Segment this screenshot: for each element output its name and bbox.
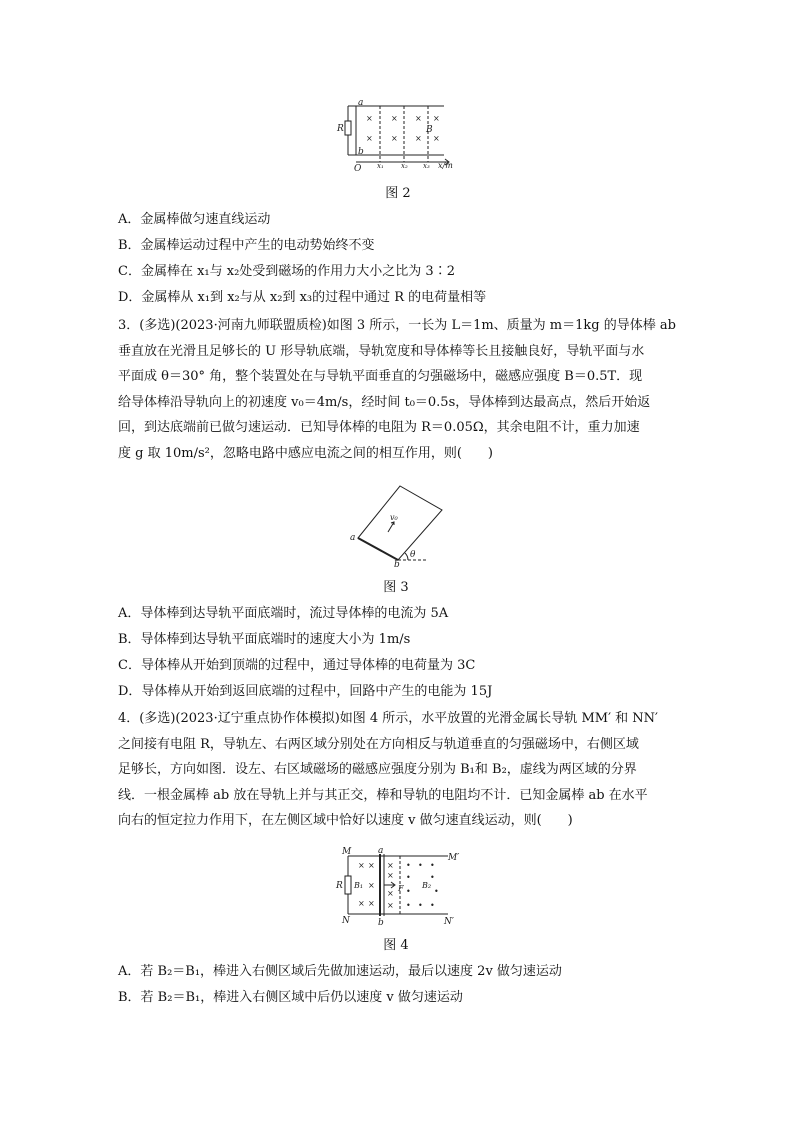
q4-option-a: A．若 B₂＝B₁，棒进入右侧区域后先做加速运动，最后以速度 2v 做匀速运动 bbox=[118, 964, 562, 979]
field-dot: • bbox=[406, 887, 411, 896]
q3-option-d: D．导体棒从开始到返回底端的过程中，回路中产生的电能为 15J bbox=[118, 684, 493, 699]
q4-stem-line: 线．一根金属棒 ab 放在导轨上并与其正交，棒和导轨的电阻均不计．已知金属棒 ab 在水平 bbox=[118, 787, 648, 803]
figure-3-caption: 图 3 bbox=[383, 580, 409, 595]
q4-stem-line: 向右的恒定拉力作用下，在左侧区域中恰好以速度 v 做匀速直线运动，则( ) bbox=[118, 813, 573, 829]
label-M-prime: M′ bbox=[448, 853, 460, 863]
figure-3 bbox=[346, 480, 452, 568]
velocity-arrow bbox=[388, 522, 394, 532]
field-cross: × bbox=[387, 889, 394, 898]
field-dot: • bbox=[430, 861, 435, 870]
figure-4-caption: 图 4 bbox=[383, 938, 409, 953]
field-cross: × bbox=[433, 134, 440, 143]
q4-stem-line: 之间接有电阻 R，导轨左、右两区域分别处在方向相反与轨道垂直的匀强磁场中，右侧区域 bbox=[118, 736, 639, 752]
rod-ab bbox=[358, 538, 398, 560]
figure-4 bbox=[334, 846, 460, 928]
label-F: F bbox=[398, 884, 404, 893]
q3-stem-line: 垂直放在光滑且足够长的 U 形导轨底端，导轨宽度和导体棒等长且接触良好，导轨平面与水 bbox=[118, 343, 645, 359]
field-cross: × bbox=[368, 899, 375, 908]
q3-stem-line: 3．(多选)(2023·河南九师联盟质检)如图 3 所示，一长为 L＝1m、质量为 m＝1kg 的导体棒 ab bbox=[118, 318, 676, 333]
label-R: R bbox=[337, 124, 344, 134]
figure-2 bbox=[334, 96, 464, 174]
q2-option-b: B．金属棒运动过程中产生的电动势始终不变 bbox=[118, 238, 375, 253]
label-x1: x₁ bbox=[377, 162, 384, 170]
field-cross: × bbox=[358, 899, 365, 908]
field-dot: • bbox=[406, 861, 411, 870]
label-b: b bbox=[378, 918, 384, 928]
field-cross: × bbox=[387, 861, 394, 870]
q3-stem-line: 度 g 取 10m/s²，忽略电路中感应电流之间的相互作用，则( ) bbox=[118, 445, 493, 461]
q4-option-b: B．若 B₂＝B₁，棒进入右侧区域中后仍以速度 v 做匀速运动 bbox=[118, 990, 463, 1005]
field-dot: • bbox=[430, 901, 435, 910]
label-B1: B₁ bbox=[354, 881, 364, 890]
field-cross: × bbox=[387, 901, 394, 910]
label-a: a bbox=[350, 533, 356, 543]
q3-stem bbox=[118, 313, 678, 467]
field-cross: × bbox=[366, 134, 373, 143]
label-v0: v₀ bbox=[390, 513, 398, 522]
resistor-R bbox=[345, 121, 351, 135]
label-x3: x₃ bbox=[423, 162, 430, 170]
field-cross: × bbox=[366, 114, 373, 123]
q4-stem-line: 4．(多选)(2023·辽宁重点协作体模拟)如图 4 所示，水平放置的光滑金属长导轨 MM′ 和 NN′ bbox=[118, 711, 658, 726]
field-dot: • bbox=[406, 873, 411, 882]
field-dot: • bbox=[430, 873, 435, 882]
label-M: M bbox=[342, 847, 352, 857]
label-B: B bbox=[426, 125, 433, 135]
figure-2-caption: 图 2 bbox=[385, 186, 411, 201]
q4-stem bbox=[118, 706, 678, 834]
label-N-prime: N′ bbox=[444, 917, 454, 927]
label-a: a bbox=[358, 98, 364, 108]
field-dot: • bbox=[434, 887, 439, 896]
q3-stem-line: 给导体棒沿导轨向上的初速度 v₀＝4m/s，经时间 t₀＝0.5s，导体棒到达最高点，然后开始返 bbox=[118, 394, 651, 410]
angle-arc bbox=[405, 553, 408, 560]
field-dot: • bbox=[418, 861, 423, 870]
label-x-unit: x/m bbox=[438, 161, 453, 170]
label-b: b bbox=[394, 560, 400, 568]
q2-option-d: D．金属棒从 x₁到 x₂与从 x₂到 x₃的过程中通过 R 的电荷量相等 bbox=[118, 290, 487, 305]
field-dot: • bbox=[418, 901, 423, 910]
field-cross: × bbox=[433, 114, 440, 123]
q3-stem-line: 回，到达底端前已做匀速运动．已知导体棒的电阻为 R＝0.05Ω，其余电阻不计，重力加速 bbox=[118, 420, 640, 436]
q3-option-b: B．导体棒到达导轨平面底端时的速度大小为 1m/s bbox=[118, 632, 411, 647]
label-b: b bbox=[358, 147, 364, 157]
q2-option-a: A．金属棒做匀速直线运动 bbox=[118, 212, 271, 227]
q3-option-c: C．导体棒从开始到顶端的过程中，通过导体棒的电荷量为 3C bbox=[118, 658, 476, 673]
q4-stem-line: 足够长，方向如图．设左、右区域磁场的磁感应强度分别为 B₁和 B₂，虚线为两区域的分界 bbox=[118, 762, 637, 778]
label-a: a bbox=[378, 846, 384, 856]
q3-option-a: A．导体棒到达导轨平面底端时，流过导体棒的电流为 5A bbox=[118, 606, 449, 621]
resistor-R bbox=[345, 876, 351, 894]
field-cross: × bbox=[368, 861, 375, 870]
field-cross: × bbox=[391, 134, 398, 143]
q2-option-c: C．金属棒在 x₁与 x₂处受到磁场的作用力大小之比为 3∶2 bbox=[118, 264, 455, 279]
field-cross: × bbox=[415, 134, 422, 143]
label-R: R bbox=[336, 881, 343, 891]
field-cross: × bbox=[387, 871, 394, 880]
label-x2: x₂ bbox=[401, 162, 408, 170]
label-O: O bbox=[354, 164, 362, 174]
label-theta: θ bbox=[410, 550, 416, 560]
field-dot: • bbox=[406, 901, 411, 910]
label-N: N bbox=[342, 916, 350, 926]
field-cross: × bbox=[368, 881, 375, 890]
incline-rails bbox=[358, 486, 442, 560]
field-cross: × bbox=[358, 861, 365, 870]
label-B2: B₂ bbox=[422, 881, 432, 890]
field-cross: × bbox=[391, 114, 398, 123]
q3-stem-line: 平面成 θ＝30° 角，整个装置处在与导轨平面垂直的匀强磁场中，磁感应强度 B＝0.5T．现 bbox=[118, 369, 643, 385]
field-cross: × bbox=[415, 114, 422, 123]
